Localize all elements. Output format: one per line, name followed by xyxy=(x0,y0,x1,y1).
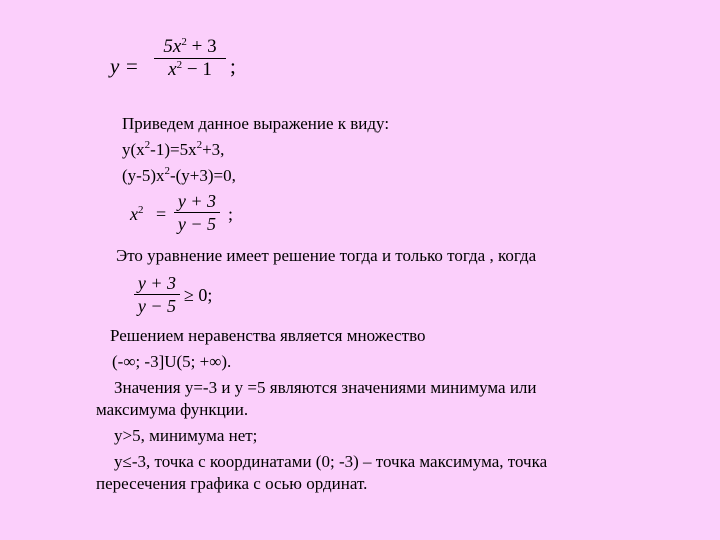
formula-2 xyxy=(130,190,250,240)
formula-3-denominator: y − 5 xyxy=(137,296,177,316)
formula-2-lhs: $x^2$ xyxy=(130,204,144,224)
para-line-4: максимума функции. xyxy=(96,400,249,419)
sentence-1: Это уравнение имеет решение тогда и только тогда , когда xyxy=(116,246,537,265)
formula-3-fraction xyxy=(134,272,180,317)
para-line-3: Значения y=-3 и y =5 являются значениями минимума или xyxy=(114,378,537,397)
line-3: $(y-5)x^2-(y+3)=0$, xyxy=(122,165,236,185)
formula-3-numerator: y + 3 xyxy=(137,273,177,293)
formula-1-end: ; xyxy=(230,54,236,78)
para-line-5: y>5, минимума нет; xyxy=(114,426,258,445)
para-line-7: пересечения графика с осью ординат. xyxy=(96,474,368,493)
para-line-1: Решением неравенства является множество xyxy=(110,326,426,345)
formula-1 xyxy=(110,36,250,96)
formula-2-eq: = xyxy=(156,204,167,224)
para-line-2: (-∞; -3]U(5; +∞). xyxy=(112,352,232,371)
formula-2-end: ; xyxy=(228,204,234,224)
formula-1-fraction xyxy=(154,36,226,81)
line-1: Приведем данное выражение к виду: xyxy=(122,114,390,133)
formula-2-numerator: y + 3 xyxy=(177,191,217,211)
formula-3 xyxy=(134,272,244,322)
formula-3-relation: ≥ 0; xyxy=(184,285,213,305)
formula-2-fraction xyxy=(174,190,220,235)
formula-1-lhs: y = xyxy=(110,54,139,78)
formula-1-denominator: $x^2 - 1$ xyxy=(168,59,212,80)
para-line-6: y≤-3, точка с координатами (0; -3) – точка максимума, точка xyxy=(114,452,548,471)
line-2: $y(x^2-1)=5x^2+3$, xyxy=(122,139,225,159)
formula-2-denominator: y − 5 xyxy=(177,214,217,234)
formula-1-numerator: $5x^2 + 3$ xyxy=(163,36,217,57)
